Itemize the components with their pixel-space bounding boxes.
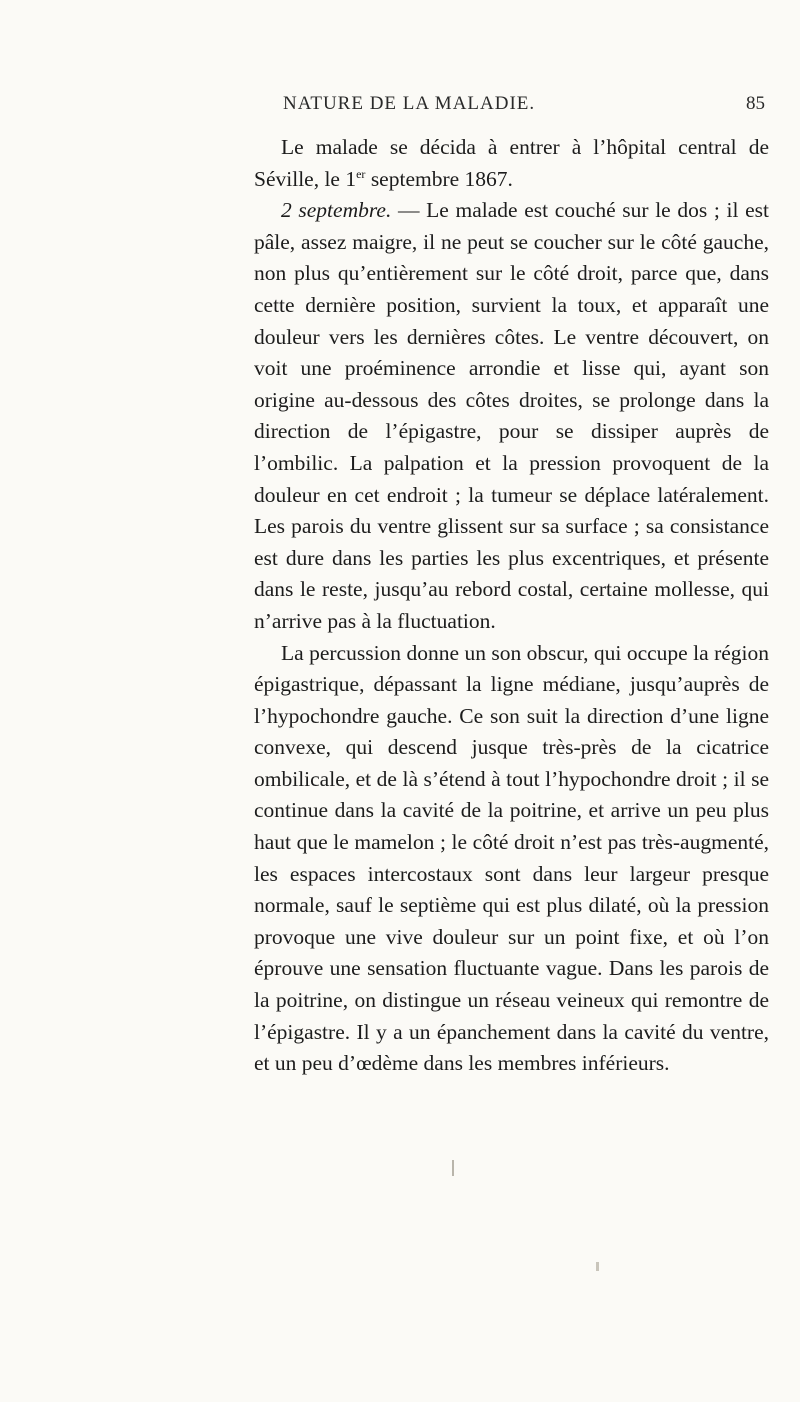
admission-date-text: septembre 1867.	[365, 166, 513, 191]
page-number: 85	[746, 93, 765, 114]
paragraph-admission	[254, 132, 769, 195]
paragraph-percussion	[254, 638, 769, 1080]
paragraph-examination	[254, 195, 769, 637]
percussion-text: La percussion donne un son obscur, qui occupe la région épigastrique, dépassant la ligne médiane, jusqu’auprès de l’hypochondre gauche. Ce son suit la direction d’une ligne convexe, qui descend jusque très-près de la cicatrice ombilicale, et de là s’étend à tout l’hypochondre droit ; il se continue dans la cavité de la poitrine, et arrive un peu plus haut que le mamelon ; le côté droit n’est pas très-augmenté, les espaces intercostaux sont dans leur largeur presque normale, sauf le septième qui est plus dilaté, où la pression provoque une vive douleur sur un point fixe, et où l’on éprouve une sensation fluctuante vague. Dans les parois de la poitrine, on distingue un réseau veineux qui remontre de l’épigastre. Il y a un épanchement dans la cavité du ventre, et un peu d’œdème dans les membres inférieurs.	[254, 640, 769, 1076]
running-title: NATURE DE LA MALADIE.	[283, 93, 536, 114]
paper-speck-lower	[596, 1262, 599, 1271]
examination-text: — Le malade est couché sur le dos ; il est pâle, assez maigre, il ne peut se coucher sur le côté gauche, non plus qu’entièrement sur le côté droit, parce que, dans cette dernière position, survient la toux, et apparaît une douleur vers les dernières côtes. Le ventre découvert, on voit une proéminence arrondie et lisse qui, ayant son origine au-dessous des côtes droites, se prolonge dans la direction de l’épigastre, pour se dissiper auprès de l’ombilic. La palpation et la pression provoquent de la douleur en cet endroit ; la tumeur se déplace latéralement. Les parois du ventre glissent sur sa surface ; sa consistance est dure dans les parties les plus excentriques, et présente dans le reste, jusqu’au rebord costal, certaine mollesse, qui n’arrive pas à la fluctuation.	[254, 198, 769, 633]
admission-text: Le malade se décida à entrer à l’hôpital central de Séville, le 1	[254, 135, 769, 191]
paper-speck	[452, 1160, 454, 1176]
ordinal-superscript: er	[356, 166, 366, 181]
entry-date: 2 septembre.	[281, 198, 392, 223]
body-text	[254, 132, 769, 1080]
